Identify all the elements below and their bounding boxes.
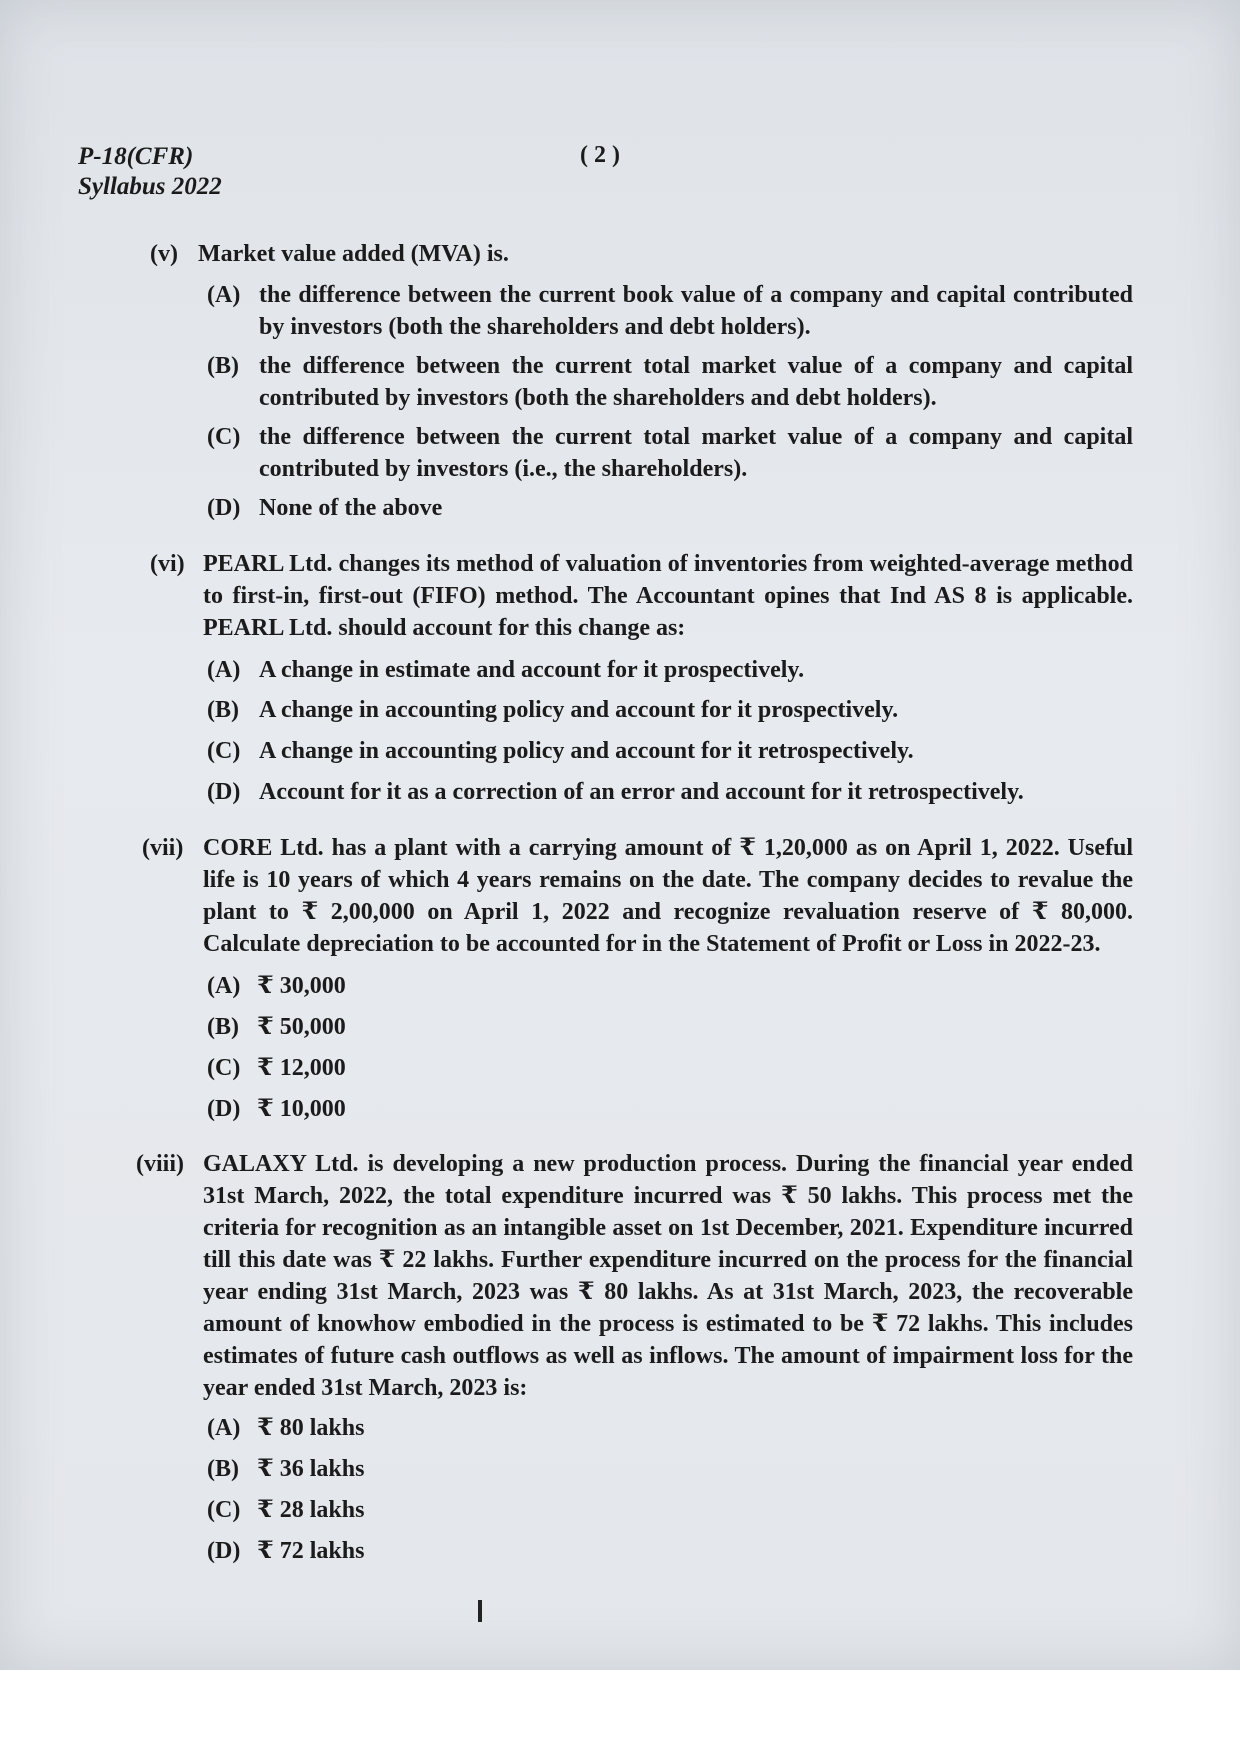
- option-label: (C): [207, 1055, 241, 1081]
- option-label: (C): [207, 424, 241, 450]
- question-number: (vi): [150, 551, 185, 577]
- option-text: the difference between the current total market value of a company and capital contributed by investors (both the shareholders and debt holders).: [259, 353, 1133, 411]
- option-label: (A): [207, 1415, 241, 1441]
- scan-mark: [478, 1600, 482, 1622]
- paper-code: P-18(CFR): [78, 143, 194, 170]
- option-label: (D): [207, 1096, 241, 1122]
- option-text: ₹ 50,000: [257, 1014, 346, 1040]
- option-text: ₹ 72 lakhs: [257, 1538, 365, 1564]
- option-label: (D): [207, 495, 241, 521]
- question-number: (vii): [142, 835, 184, 861]
- option-label: (B): [207, 353, 239, 379]
- option-label: (D): [207, 779, 241, 805]
- option-text: ₹ 12,000: [257, 1055, 346, 1081]
- question-number: (viii): [136, 1151, 184, 1177]
- option-text: None of the above: [259, 495, 443, 521]
- option-text: A change in estimate and account for it prospectively.: [259, 657, 805, 683]
- option-label: (B): [207, 697, 239, 723]
- option-label: (A): [207, 282, 241, 308]
- option-label: (B): [207, 1014, 239, 1040]
- question-text: CORE Ltd. has a plant with a carrying amount of ₹ 1,20,000 as on April 1, 2022. Useful life is 10 years of which 4 years remains on the date. The company decides to revalue the plant to ₹ 2,00,000 on April 1, 2022 and recognize revaluation reserve of ₹ 80,000. Calculate depreciation to be accounted for in the Statement of Profit or Loss in 2022-23.: [203, 835, 1133, 957]
- option-text: ₹ 80 lakhs: [257, 1415, 365, 1441]
- option-text: A change in accounting policy and account for it prospectively.: [259, 697, 899, 723]
- option-text: ₹ 10,000: [257, 1096, 346, 1122]
- syllabus-label: Syllabus 2022: [78, 173, 222, 200]
- option-text: Account for it as a correction of an error and account for it retrospectively.: [259, 779, 1024, 805]
- option-text: the difference between the current total market value of a company and capital contributed by investors (i.e., the shareholders).: [259, 424, 1133, 482]
- option-label: (A): [207, 973, 241, 999]
- option-text: ₹ 30,000: [257, 973, 346, 999]
- option-text: ₹ 36 lakhs: [257, 1456, 365, 1482]
- option-label: (D): [207, 1538, 241, 1564]
- option-label: (B): [207, 1456, 239, 1482]
- option-text: A change in accounting policy and account for it retrospectively.: [259, 738, 914, 764]
- option-label: (C): [207, 1497, 241, 1523]
- option-label: (C): [207, 738, 241, 764]
- option-label: (A): [207, 657, 241, 683]
- page-number: ( 2 ): [580, 142, 620, 168]
- option-text: ₹ 28 lakhs: [257, 1497, 365, 1523]
- option-text: the difference between the current book value of a company and capital contributed by investors (both the shareholders and debt holders).: [259, 282, 1133, 340]
- page-header: [78, 142, 222, 202]
- question-text: GALAXY Ltd. is developing a new production process. During the financial year ended 31st March, 2022, the total expenditure incurred was ₹ 50 lakhs. This process met the criteria for recognition as an intangible asset on 1st December, 2021. Expenditure incurred till this date was ₹ 22 lakhs. Further expenditure incurred on the process for the financial year ending 31st March, 2023 was ₹ 80 lakhs. As at 31st March, 2023, the recoverable amount of knowhow embodied in the process is estimated to be ₹ 72 lakhs. This includes estimates of future cash outflows as well as inflows. The amount of impairment loss for the year ended 31st March, 2023 is:: [203, 1151, 1133, 1401]
- question-text: PEARL Ltd. changes its method of valuation of inventories from weighted-average method to first-in, first-out (FIFO) method. The Accountant opines that Ind AS 8 is applicable. PEARL Ltd. should account for this change as:: [203, 551, 1133, 641]
- question-number: (v): [150, 241, 178, 267]
- question-text: Market value added (MVA) is.: [198, 241, 509, 267]
